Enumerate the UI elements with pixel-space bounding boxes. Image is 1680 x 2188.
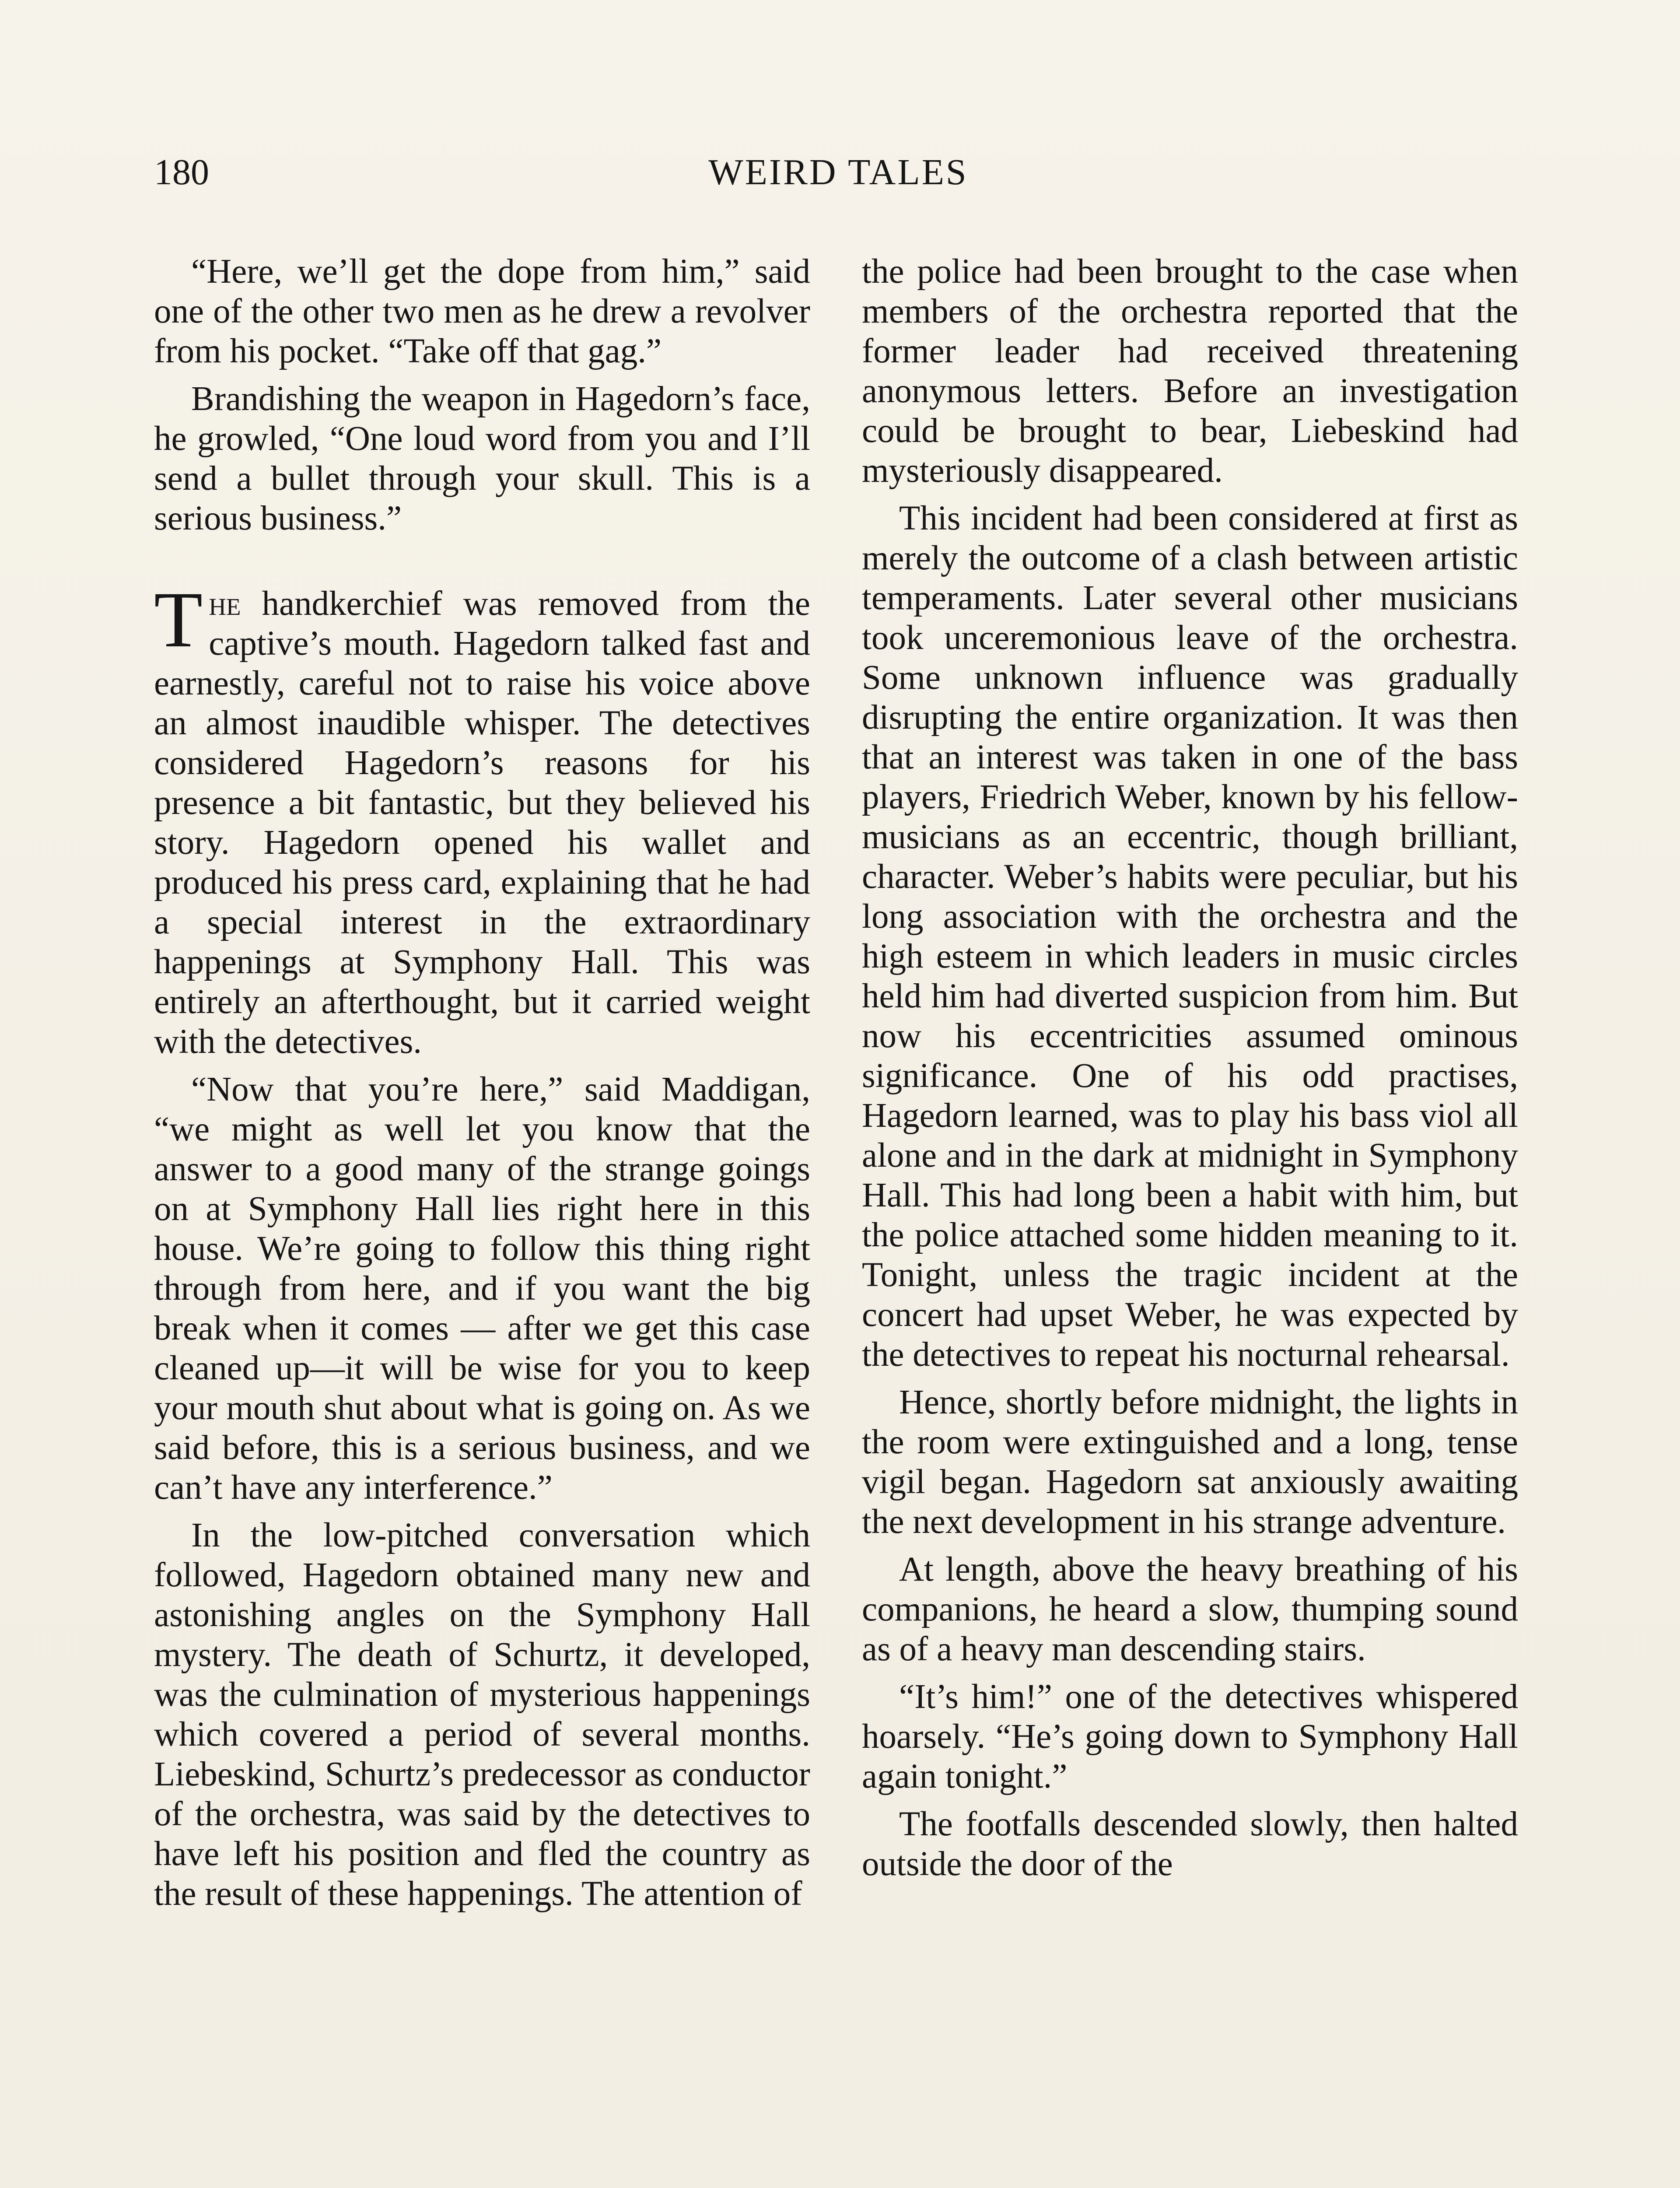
paragraph: In the low-pitched conversation which followed, Hagedorn obtained many new and astonishing angles on the Symphony Hall mystery. The death of Schurtz, it developed, was the culmination of mysterious happenings which covered a period of several months. Liebeskind, Schurtz’s predecessor as conductor of the orchestra, was said by the detectives to have left his position and fled the country as the result of these happenings. The attention of: [154, 1516, 810, 1913]
paragraph: Brandishing the weapon in Hagedorn’s face, he growled, “One loud word from you and I’ll send a bullet through your skull. This is a serious business.”: [154, 380, 810, 537]
paragraph: At length, above the heavy breathing of his companions, he heard a slow, thumping sound as of a heavy man descending stairs.: [862, 1550, 1518, 1668]
page-header: [154, 154, 1522, 202]
right-column: [862, 252, 1518, 1892]
left-column: [154, 252, 810, 1922]
section-opening-paragraph: [154, 576, 810, 1062]
paragraph-text: handkerchief was removed from the captive’s mouth. Hagedorn talked fast and earnestly, careful not to raise his voice above an almost inaudible whisper. The detectives considered Hagedorn’s reasons for his presence a bit fantastic, but they believed his story. Hagedorn opened his wallet and produced his press card, explaining that he had a special interest in the extraordinary happenings at Symphony Hall. This was entirely an afterthought, but it carried weight with the detectives.: [154, 585, 810, 1061]
paragraph: Hence, shortly before midnight, the lights in the room were extinguished and a long, tense vigil began. Hagedorn sat anxiously awaiting the next development in his strange adventure.: [862, 1383, 1518, 1541]
paragraph: The footfalls descended slowly, then halted outside the door of the: [862, 1805, 1518, 1883]
paragraph: “Here, we’ll get the dope from him,” said one of the other two men as he drew a revolver from his pocket. “Take off that gag.”: [154, 252, 810, 370]
small-caps-lead: he: [209, 585, 241, 623]
page-number: 180: [154, 152, 209, 193]
paragraph: “Now that you’re here,” said Maddigan, “we might as well let you know that the answer to a good many of the strange goings on at Symphony Hall lies right here in this house. We’re going to follow this thing right through from here, and if you want the big break when it comes — after we get this case cleaned up—it will be wise for you to keep your mouth shut about what is going on. As we said before, this is a serious business, and we can’t have any interference.”: [154, 1070, 810, 1507]
paragraph-continued: the police had been brought to the case when members of the orchestra reported that the former leader had received threatening anonymous letters. Before an investigation could be brought to bear, Liebeskind had mysteriously disappeared.: [862, 252, 1518, 490]
paragraph: This incident had been considered at first as merely the outcome of a clash between artistic temperaments. Later several other musicians took unceremonious leave of the orchestra. Some unknown influence was gradually disrupting the entire organization. It was then that an interest was taken in one of the bass players, Friedrich Weber, known by his fellow-musicians as an eccentric, though brilliant, character. Weber’s habits were peculiar, but his long association with the orchestra and the high esteem in which leaders in music circles held him had diverted suspicion from him. But now his eccentricities assumed ominous significance. One of his odd practises, Hagedorn learned, was to play his bass viol all alone and in the dark at midnight in Symphony Hall. This had long been a habit with him, but the police attached some hidden meaning to it. Tonight, unless the tragic incident at the concert had upset Weber, he was expected by the detectives to repeat his nocturnal rehearsal.: [862, 499, 1518, 1374]
drop-cap: T: [154, 576, 203, 664]
running-title: WEIRD TALES: [708, 152, 968, 193]
paragraph: “It’s him!” one of the detectives whispered hoarsely. “He’s going down to Symphony Hall again tonight.”: [862, 1678, 1518, 1795]
